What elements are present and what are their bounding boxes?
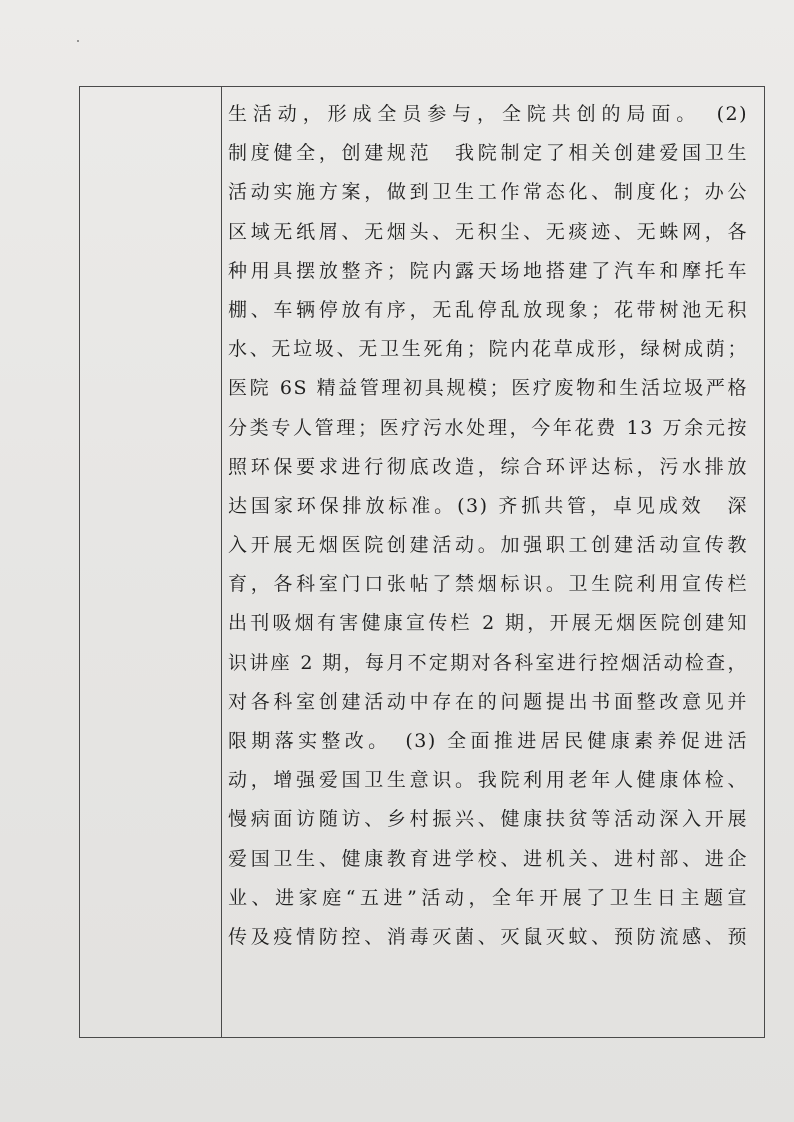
text-line: 识讲座 2 期，每月不定期对各科室进行控烟活动检查， <box>228 651 748 674</box>
text-line: 棚、车辆停放有序，无乱停乱放现象；花带树池无积 <box>228 298 748 321</box>
table-content-cell <box>228 95 748 957</box>
text-line: 照环保要求进行彻底改造，综合环评达标，污水排放 <box>228 455 748 478</box>
text-line: 区域无纸屑、无烟头、无积尘、无痰迹、无蛛网，各 <box>228 220 748 243</box>
text-line: 活动实施方案，做到卫生工作常态化、制度化；办公 <box>228 181 748 204</box>
table-frame <box>79 86 765 1038</box>
text-line: 对各科室创建活动中存在的问题提出书面整改意见并 <box>228 690 748 713</box>
text-line: 动，增强爱国卫生意识。我院利用老年人健康体检、 <box>228 769 748 792</box>
text-line: 种用具摆放整齐；院内露天场地搭建了汽车和摩托车 <box>228 259 748 282</box>
text-line: 医院 6S 精益管理初具规模；医疗废物和生活垃圾严格 <box>228 377 748 400</box>
table-left-cell <box>80 87 222 1037</box>
text-line: 业、进家庭“五进”活动，全年开展了卫生日主题宣 <box>228 886 748 909</box>
text-line: 慢病面访随访、乡村振兴、健康扶贫等活动深入开展 <box>228 808 748 831</box>
text-line: 制度健全，创建规范 我院制定了相关创建爱国卫生 <box>228 142 748 165</box>
text-line: 水、无垃圾、无卫生死角；院内花草成形，绿树成荫； <box>228 338 748 361</box>
text-line: 入开展无烟医院创建活动。加强职工创建活动宣传教 <box>228 534 748 557</box>
text-line: 限期落实整改。 (3) 全面推进居民健康素养促进活 <box>228 730 748 752</box>
text-line: 育，各科室门口张帖了禁烟标识。卫生院利用宣传栏 <box>228 573 748 596</box>
text-line: 分类专人管理；医疗污水处理，今年花费 13 万余元按 <box>228 416 748 439</box>
text-line: 传及疫情防控、消毒灭菌、灭鼠灭蚊、预防流感、预 <box>228 925 748 948</box>
text-line: 出刊吸烟有害健康宣传栏 2 期，开展无烟医院创建知 <box>228 612 748 635</box>
text-line: 生活动，形成全员参与，全院共创的局面。 (2) <box>228 103 748 125</box>
text-line: 爱国卫生、健康教育进学校、进机关、进村部、进企 <box>228 847 748 870</box>
text-line: 达国家环保排放标准。(3) 齐抓共管，卓见成效 深 <box>228 494 748 517</box>
scan-speck <box>77 40 79 42</box>
